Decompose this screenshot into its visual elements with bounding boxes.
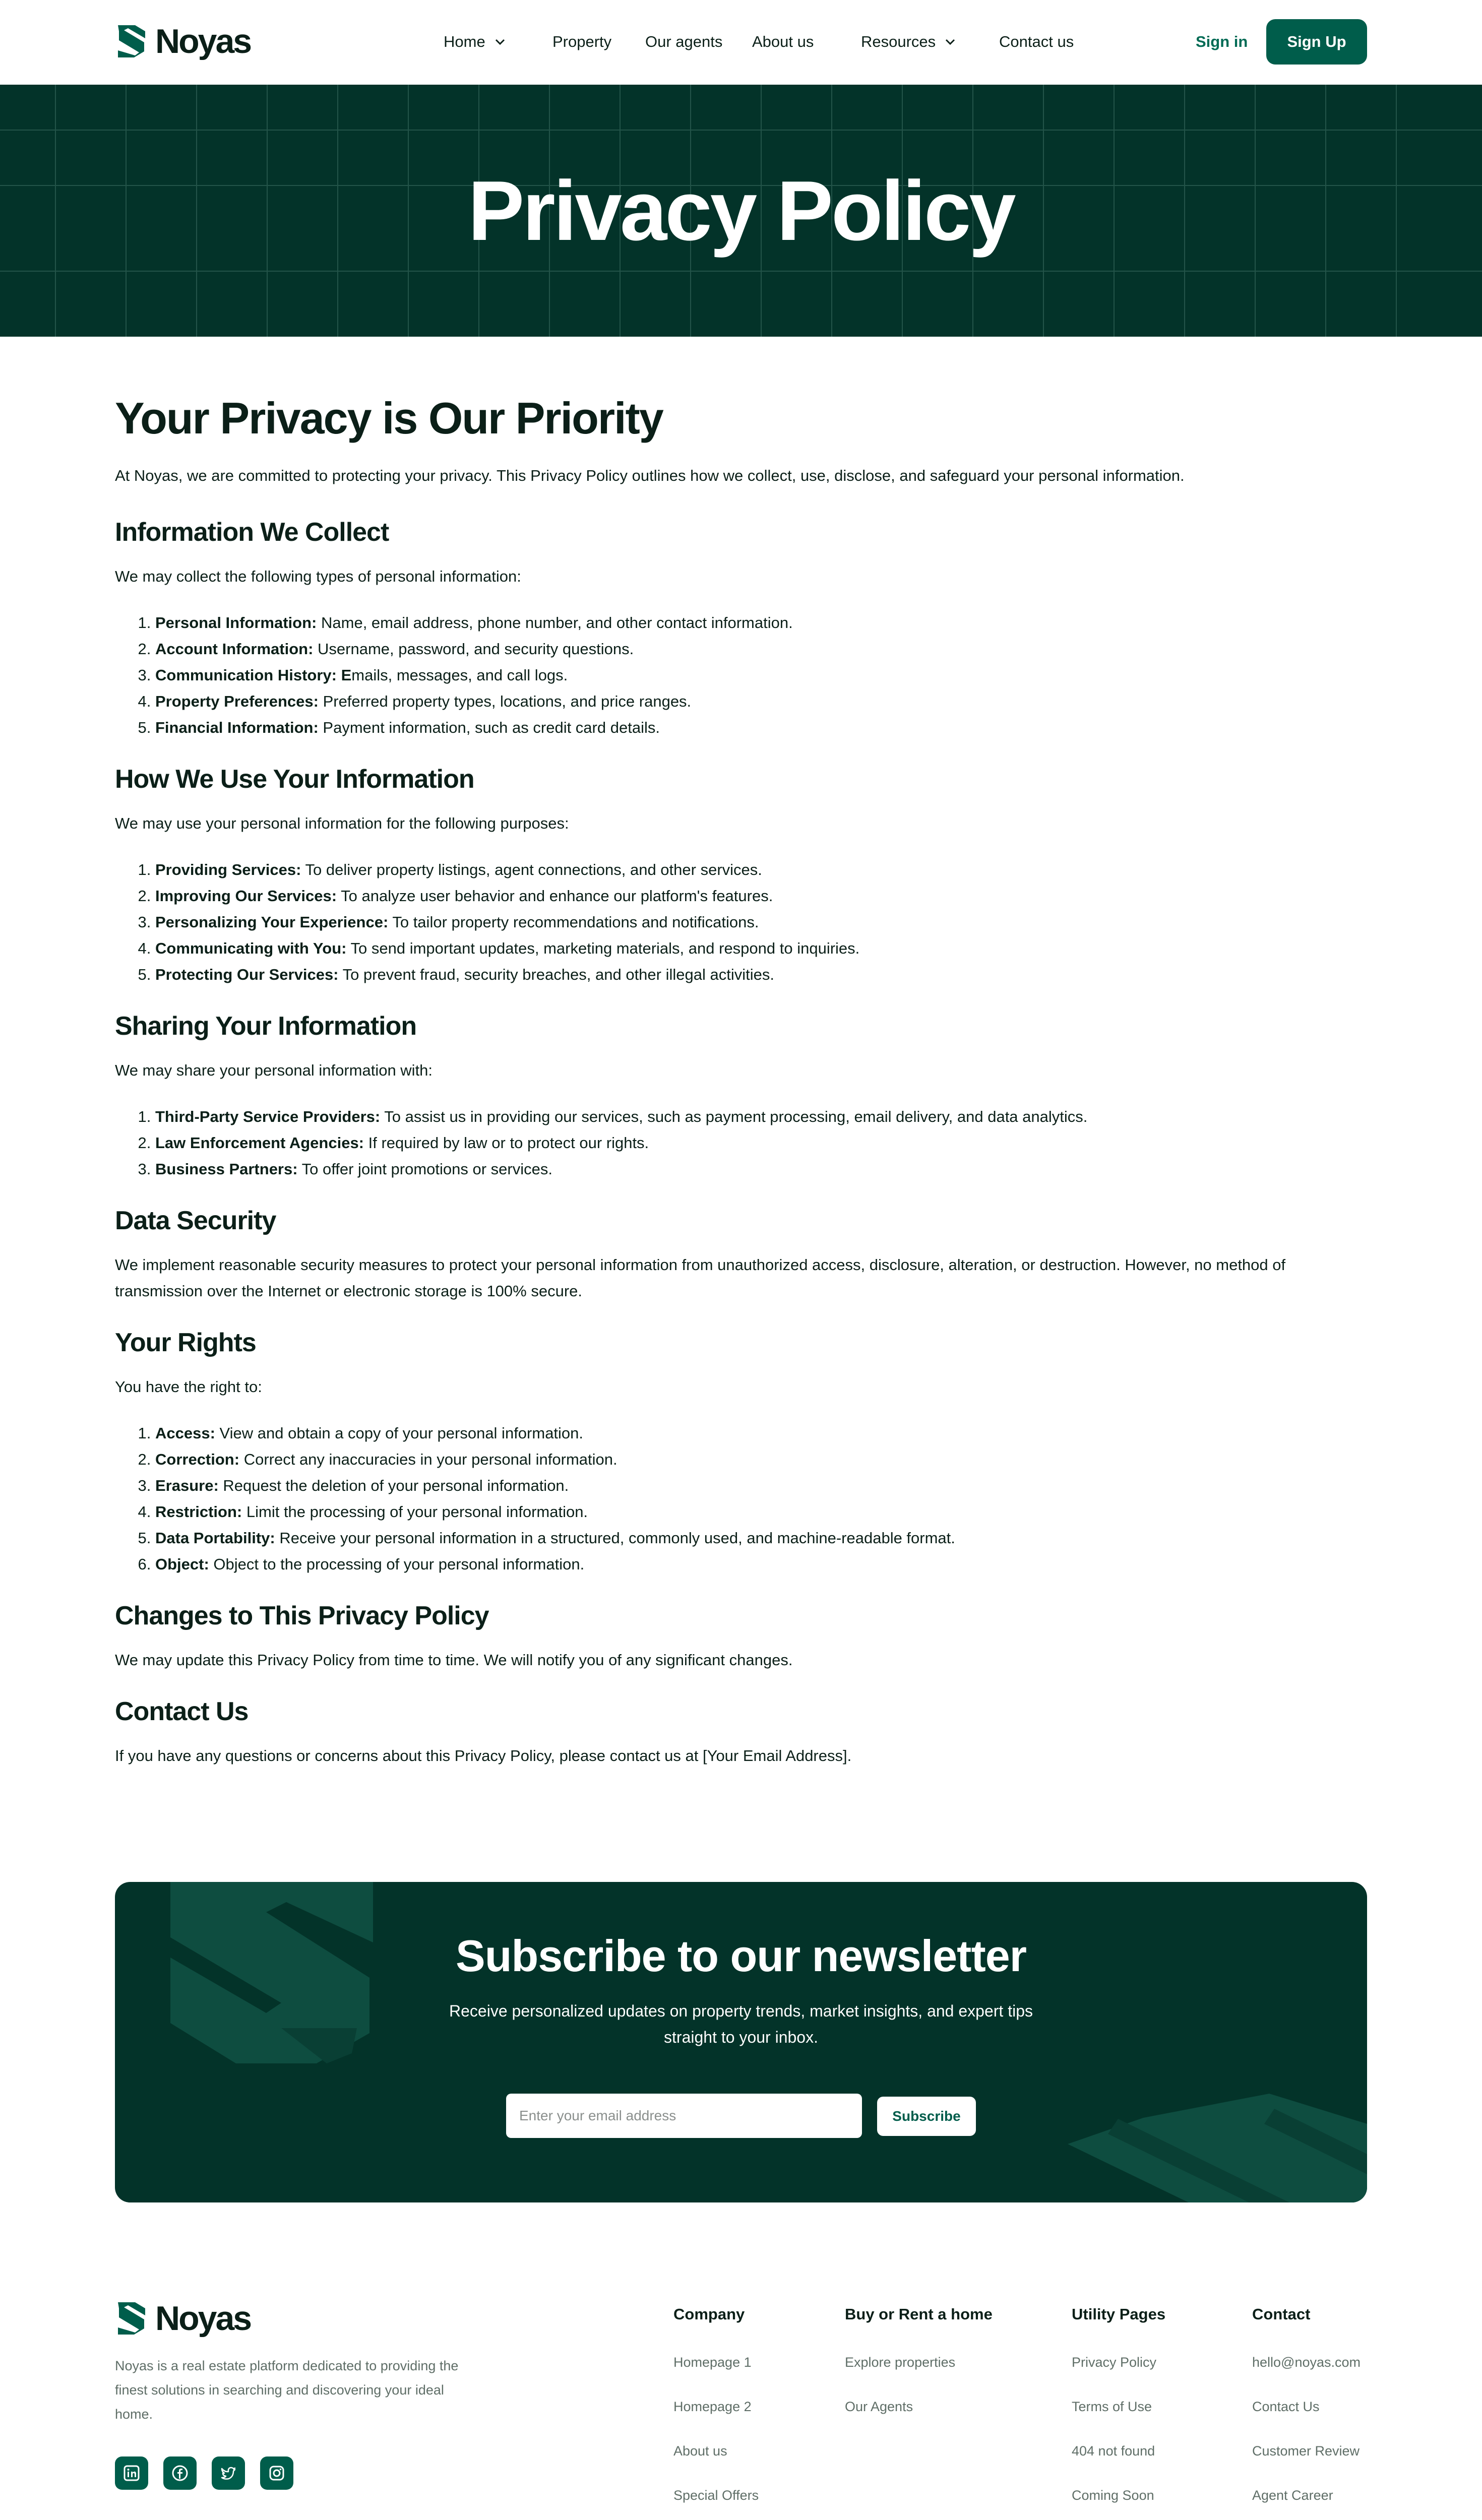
section-list bbox=[115, 1104, 1367, 1182]
section-title: How We Use Your Information bbox=[115, 765, 474, 794]
section-text: We may use your personal information for the following purposes: bbox=[115, 814, 569, 832]
list-item: 4. Restriction: Limit the processing of your personal information. bbox=[155, 1499, 1367, 1525]
logo-text: Noyas bbox=[155, 22, 251, 60]
section-title: Changes to This Privacy Policy bbox=[115, 1601, 489, 1630]
footer-logo[interactable] bbox=[115, 2300, 251, 2337]
menu-our-agents-label: Our agents bbox=[645, 33, 723, 50]
footer-link[interactable]: Contact Us bbox=[1252, 2399, 1320, 2414]
section-title: Information We Collect bbox=[115, 518, 389, 547]
footer-column-company bbox=[673, 2305, 759, 2520]
list-item: 6. Object: Object to the processing of your personal information. bbox=[155, 1551, 1367, 1578]
list-item: 5. Financial Information: Payment information, such as credit card details. bbox=[155, 715, 1367, 741]
list-item: 5. Protecting Our Services: To prevent fraud, security breaches, and other illegal activities. bbox=[155, 962, 1367, 988]
menu-home-label: Home bbox=[444, 33, 485, 50]
policy-heading: Your Privacy is Our Priority bbox=[115, 393, 663, 443]
menu-contact-us[interactable] bbox=[999, 29, 1074, 54]
footer-link[interactable]: 404 not found bbox=[1072, 2443, 1155, 2459]
linkedin-icon[interactable] bbox=[115, 2456, 148, 2490]
menu-contact-us-label: Contact us bbox=[999, 33, 1074, 50]
menu-our-agents[interactable] bbox=[645, 29, 722, 54]
list-item: 4. Communicating with You: To send important updates, marketing materials, and respond to inquiries. bbox=[155, 935, 1367, 962]
page-title: Privacy Policy bbox=[468, 163, 1014, 258]
footer-column-title: Utility Pages bbox=[1072, 2305, 1166, 2323]
sign-in-link[interactable]: Sign in bbox=[1196, 33, 1248, 50]
section-text: You have the right to: bbox=[115, 1378, 262, 1396]
footer-link[interactable]: Terms of Use bbox=[1072, 2399, 1152, 2414]
footer-link[interactable]: Coming Soon bbox=[1072, 2488, 1154, 2503]
section-text: If you have any questions or concerns about this Privacy Policy, please contact us at [Your Email Address]. bbox=[115, 1747, 852, 1765]
section-title: Contact Us bbox=[115, 1697, 249, 1726]
list-item: 3. Communication History: Emails, messages, and call logs. bbox=[155, 662, 1367, 688]
section-list bbox=[115, 610, 1367, 741]
section-text: We may share your personal information with: bbox=[115, 1061, 433, 1079]
facebook-icon[interactable] bbox=[163, 2456, 197, 2490]
footer-link[interactable]: Homepage 1 bbox=[673, 2355, 752, 2370]
section-text: We may update this Privacy Policy from time to time. We will notify you of any significant changes. bbox=[115, 1651, 793, 1669]
section-title: Your Rights bbox=[115, 1328, 256, 1357]
footer-link[interactable]: Privacy Policy bbox=[1072, 2355, 1157, 2370]
menu-home[interactable] bbox=[444, 29, 506, 54]
section-list bbox=[115, 1420, 1367, 1578]
list-item: 3. Erasure: Request the deletion of your personal information. bbox=[155, 1473, 1367, 1499]
main-menu bbox=[0, 29, 1482, 54]
menu-about-us-label: About us bbox=[752, 33, 814, 50]
list-item: 4. Property Preferences: Preferred property types, locations, and price ranges. bbox=[155, 688, 1367, 715]
footer-column-buy-rent bbox=[845, 2305, 993, 2443]
section-text: We implement reasonable security measures to protect your personal information from unauthorized access, disclosure, alteration, or destruction. However, no method of transmission over the Internet or electronic storage is 100% secure. bbox=[115, 1256, 1286, 1300]
list-item: 1. Access: View and obtain a copy of your personal information. bbox=[155, 1420, 1367, 1446]
hero-banner bbox=[0, 85, 1482, 337]
footer-column-title: Contact bbox=[1252, 2305, 1311, 2323]
section-data-security bbox=[115, 1205, 1367, 1304]
footer-column-contact bbox=[1252, 2305, 1361, 2520]
footer-link[interactable]: Customer Review bbox=[1252, 2443, 1360, 2459]
top-navbar bbox=[0, 0, 1482, 85]
section-contact-us bbox=[115, 1695, 1367, 1769]
footer-link[interactable]: Our Agents bbox=[845, 2399, 913, 2414]
section-changes bbox=[115, 1600, 1367, 1673]
logo-mark-icon bbox=[115, 2300, 148, 2337]
list-item: 2. Improving Our Services: To analyze user behavior and enhance our platform's features. bbox=[155, 883, 1367, 909]
section-how-we-use bbox=[115, 763, 1367, 988]
footer-column-title: Buy or Rent a home bbox=[845, 2305, 993, 2323]
section-title: Sharing Your Information bbox=[115, 1012, 417, 1041]
subscribe-button[interactable]: Subscribe bbox=[877, 2097, 976, 2136]
email-input[interactable] bbox=[506, 2094, 862, 2138]
list-item: 2. Correction: Correct any inaccuracies in your personal information. bbox=[155, 1446, 1367, 1473]
policy-content bbox=[115, 393, 1367, 1769]
social-links bbox=[115, 2456, 293, 2490]
chevron-down-icon bbox=[495, 38, 506, 45]
menu-resources-label: Resources bbox=[861, 33, 936, 50]
list-item: 3. Business Partners: To offer joint promotions or services. bbox=[155, 1156, 1367, 1182]
list-item: 2. Law Enforcement Agencies: If required by law or to protect our rights. bbox=[155, 1130, 1367, 1156]
list-item: 1. Providing Services: To deliver property listings, agent connections, and other services. bbox=[155, 857, 1367, 883]
footer-link[interactable]: Homepage 2 bbox=[673, 2399, 752, 2414]
menu-property[interactable] bbox=[552, 29, 611, 54]
list-item: 3. Personalizing Your Experience: To tailor property recommendations and notifications. bbox=[155, 909, 1367, 935]
menu-about-us[interactable] bbox=[752, 29, 814, 54]
sign-up-button[interactable]: Sign Up bbox=[1266, 19, 1367, 65]
section-text: We may collect the following types of personal information: bbox=[115, 568, 521, 585]
chevron-down-icon bbox=[945, 38, 956, 45]
section-sharing bbox=[115, 1010, 1367, 1182]
section-your-rights bbox=[115, 1327, 1367, 1578]
footer-link[interactable]: Agent Career bbox=[1252, 2488, 1333, 2503]
instagram-icon[interactable] bbox=[260, 2456, 293, 2490]
footer-link[interactable]: Explore properties bbox=[845, 2355, 956, 2370]
footer-column-title: Company bbox=[673, 2305, 745, 2323]
list-item: 5. Data Portability: Receive your personal information in a structured, commonly used, and machine-readable format. bbox=[155, 1525, 1367, 1551]
twitter-icon[interactable] bbox=[212, 2456, 245, 2490]
section-title: Data Security bbox=[115, 1206, 276, 1235]
logo-text: Noyas bbox=[155, 2299, 251, 2338]
list-item: 1. Personal Information: Name, email address, phone number, and other contact information. bbox=[155, 610, 1367, 636]
footer-link[interactable]: About us bbox=[673, 2443, 727, 2459]
footer-description: Noyas is a real estate platform dedicated to providing the finest solutions in searching and discovering your ideal home. bbox=[115, 2358, 459, 2422]
policy-intro: At Noyas, we are committed to protecting your privacy. This Privacy Policy outlines how we collect, use, disclose, and safeguard your personal information. bbox=[115, 467, 1185, 484]
newsletter-title: Subscribe to our newsletter bbox=[456, 1931, 1026, 1981]
menu-property-label: Property bbox=[552, 33, 612, 50]
newsletter-subtitle: Receive personalized updates on property trends, market insights, and expert tips straight to your inbox. bbox=[449, 2002, 1033, 2046]
section-information-we-collect bbox=[115, 516, 1367, 741]
list-item: 2. Account Information: Username, password, and security questions. bbox=[155, 636, 1367, 662]
footer-link[interactable]: Special Offers bbox=[673, 2488, 759, 2503]
menu-resources[interactable] bbox=[861, 29, 956, 54]
list-item: 1. Third-Party Service Providers: To assist us in providing our services, such as payment processing, email delivery, and data analytics. bbox=[155, 1104, 1367, 1130]
footer-column-utility bbox=[1072, 2305, 1165, 2520]
footer-link[interactable]: hello@noyas.com bbox=[1252, 2355, 1361, 2370]
newsletter-card bbox=[115, 1882, 1367, 2202]
section-list bbox=[115, 857, 1367, 988]
